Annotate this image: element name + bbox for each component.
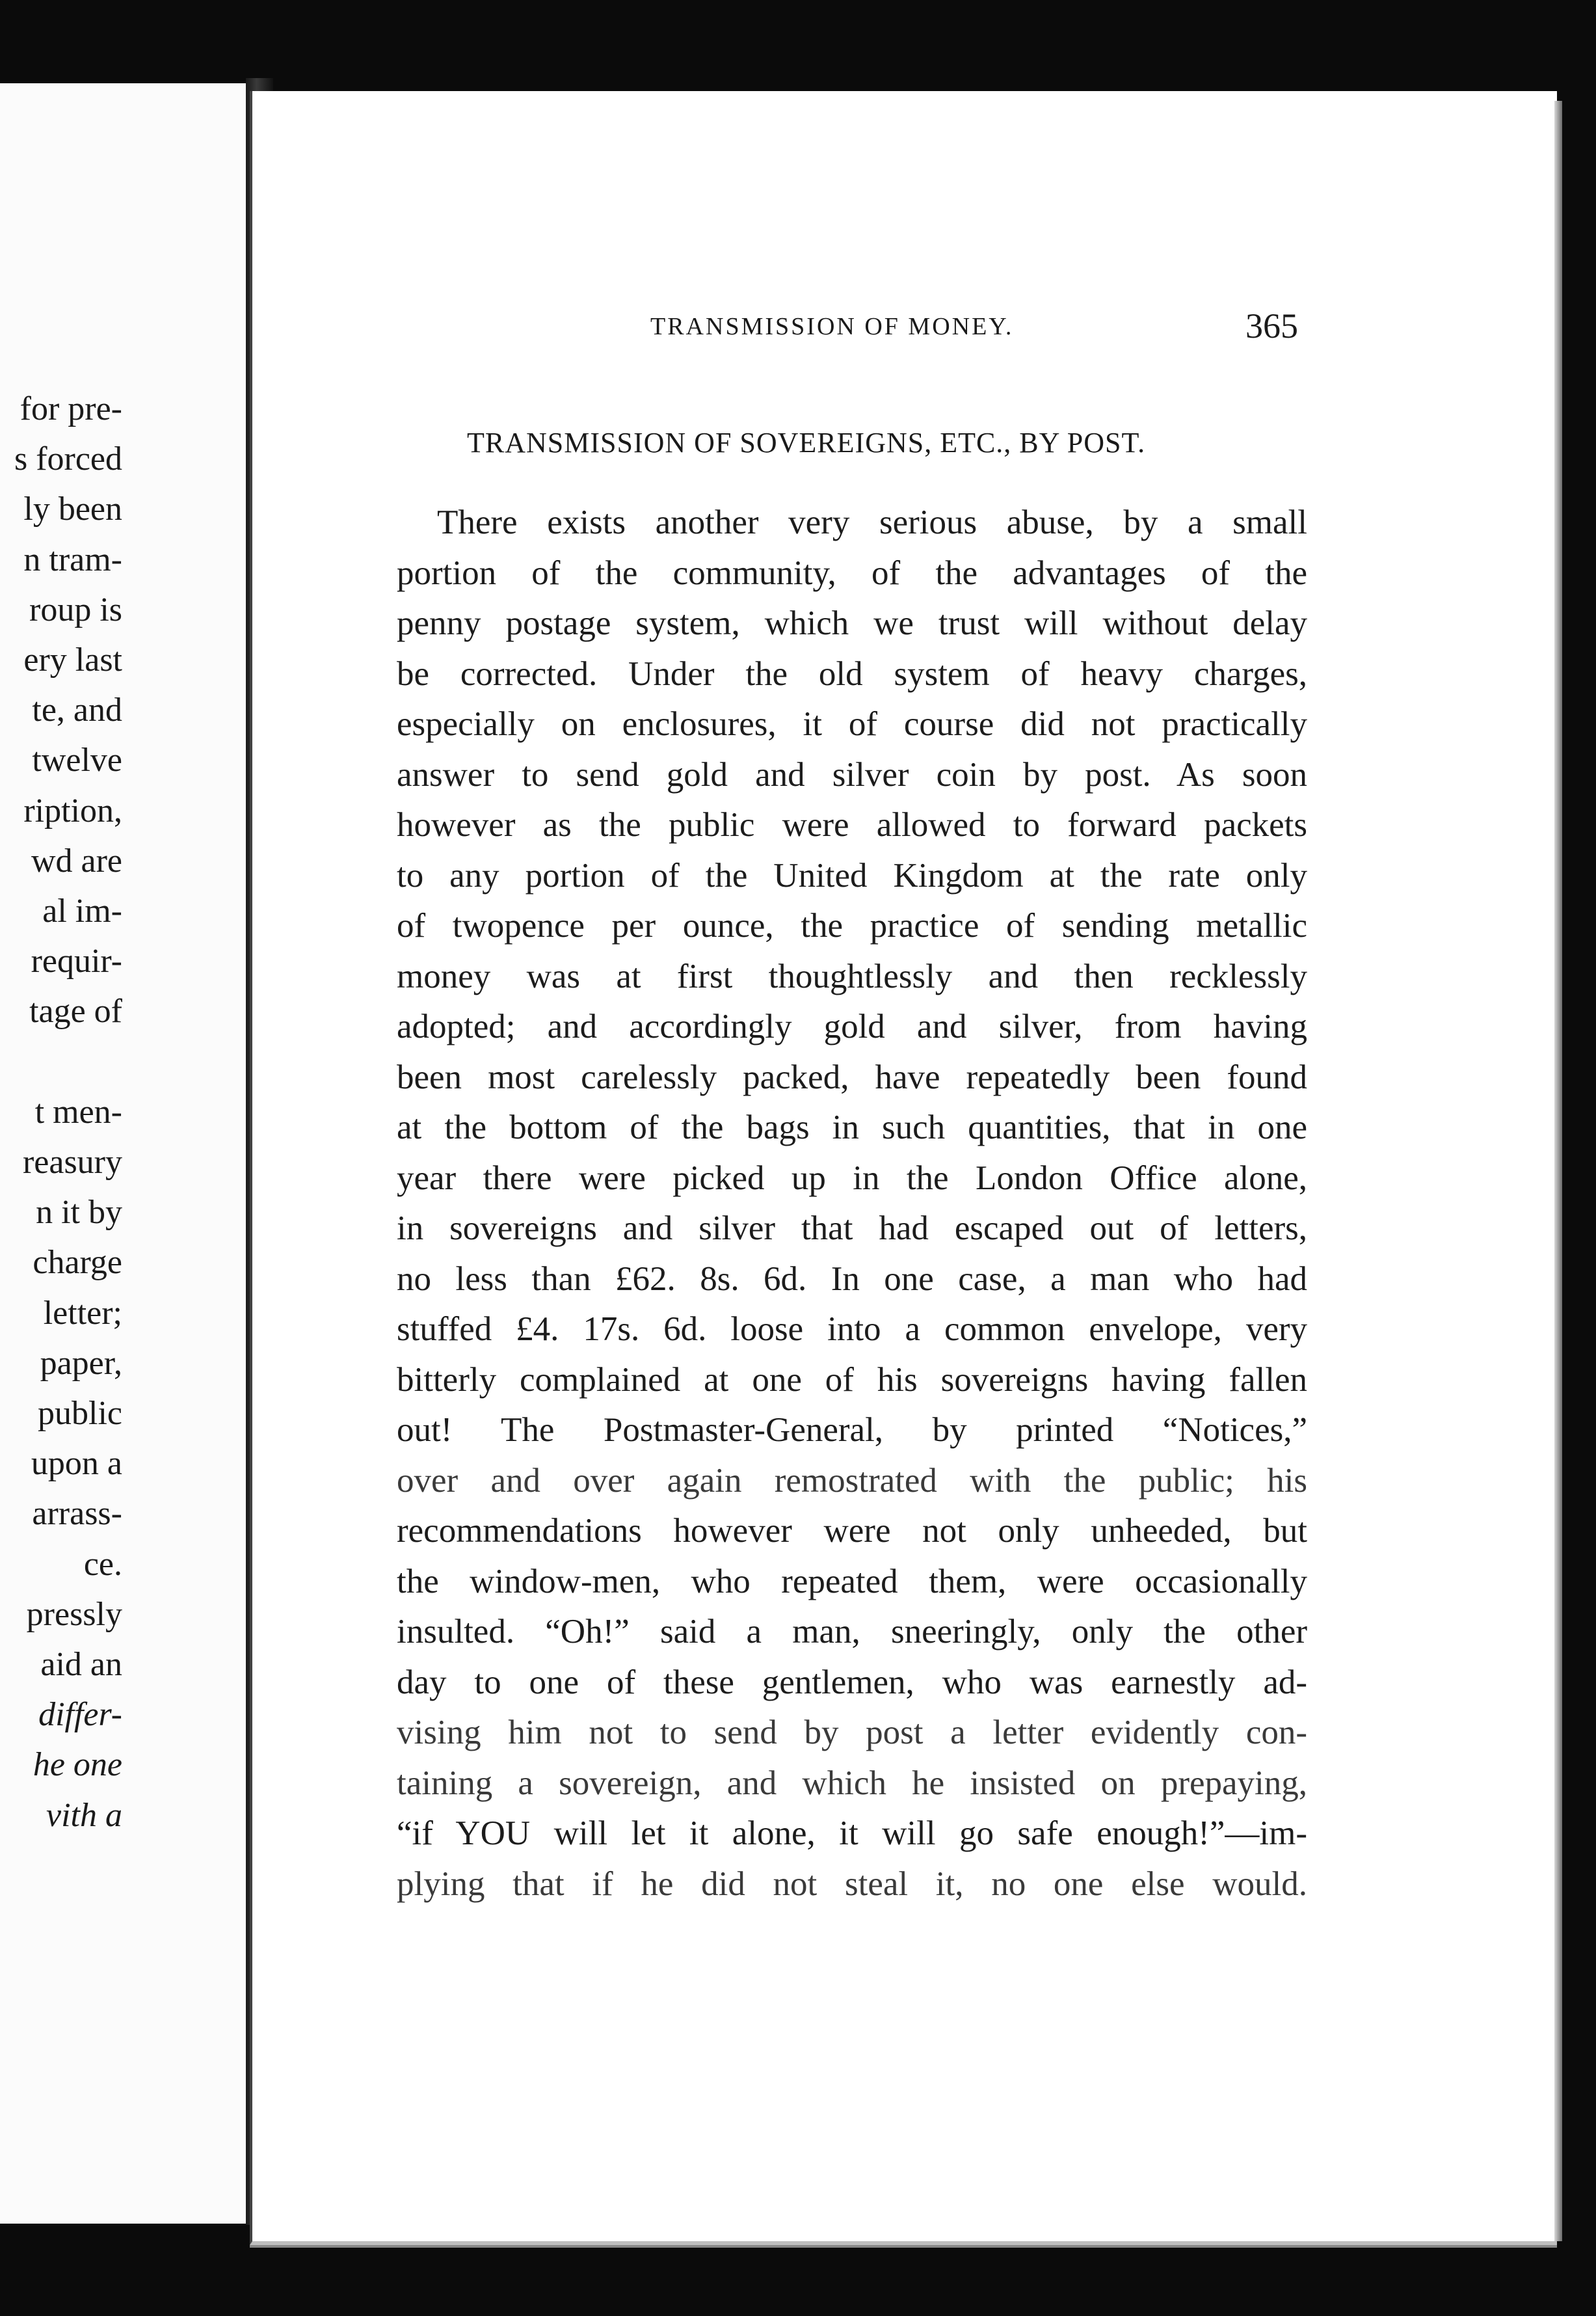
left-page-line: vith a [46,1796,122,1834]
body-line: taining a sovereign, and which he insisted on prepaying, [397,1764,1307,1802]
body-line: at the bottom of the bags in such quantities, that in one [397,1109,1307,1146]
left-page-line: differ- [38,1696,122,1734]
body-line: especially on enclosures, it of course did not practically [397,705,1307,743]
body-line: of twopence per ounce, the practice of sending metallic [397,907,1307,945]
left-page-line: ce. [83,1545,122,1583]
left-page-line: paper, [40,1344,122,1382]
left-page-line: he one [33,1746,122,1784]
body-line: however as the public were allowed to forward packets [397,806,1307,844]
left-page-line: tage of [29,993,122,1030]
left-page-line: t men- [34,1093,122,1131]
left-page-line: charge [33,1244,122,1282]
body-line: the window-men, who repeated them, were occasionally [397,1562,1307,1600]
body-line: plying that if he did not steal it, no one else would. [397,1865,1307,1903]
body-line: vising him not to send by post a letter evidently con- [397,1714,1307,1751]
left-page-line: ery last [23,641,122,679]
body-line: There exists another very serious abuse, by a small [437,504,1307,541]
body-line: answer to send gold and silver coin by post. As soon [397,755,1307,794]
body-line: penny postage system, which we trust will without delay [397,604,1307,642]
body-line: portion of the community, of the advantages of the [397,554,1307,592]
left-page-line: aid an [40,1646,122,1683]
left-page-line: upon a [31,1445,122,1483]
body-line: be corrected. Under the old system of heavy charges, [397,654,1307,693]
left-page-line: ription, [23,792,122,829]
body-line: insulted. “Oh!” said a man, sneeringly, only the other [397,1613,1307,1650]
left-page-line: al im- [42,893,122,930]
body-line: to any portion of the United Kingdom at the rate only [397,856,1307,895]
body-line: adopted; and accordingly gold and silver, from having [397,1008,1307,1045]
page-number: 365 [1245,306,1298,345]
body-line: over and over again remostrated with the public; his [397,1461,1307,1500]
left-page-line: n tram- [23,541,122,578]
body-line: bitterly complained at one of his sovereigns having fallen [397,1360,1307,1399]
body-text [397,498,1307,1909]
left-page-line: letter; [43,1294,122,1332]
section-title: TRANSMISSION OF SOVEREIGNS, ETC., BY POST. [467,427,1146,459]
left-page-line: pressly [26,1595,122,1633]
body-line: no less than £62. 8s. 6d. In one case, a man who had [397,1259,1307,1298]
left-page-line: wd are [31,842,122,880]
body-line: out! The Postmaster-General, by printed “Notices,” [397,1411,1307,1449]
body-line: stuffed £4. 17s. 6d. loose into a common envelope, very [397,1310,1307,1348]
body-line: money was at first thoughtlessly and then recklessly [397,957,1307,995]
left-page-line: twelve [32,742,122,779]
body-line: in sovereigns and silver that had escaped out of letters, [397,1209,1307,1247]
left-page-line: requir- [31,943,122,980]
left-page-line: te, and [32,692,122,729]
left-page-line: for pre- [20,390,122,427]
body-line: been most carelessly packed, have repeatedly been found [397,1058,1307,1096]
left-page-line: roup is [29,591,122,628]
left-page-line: arrass- [32,1495,122,1533]
left-page-line: ly been [23,491,122,528]
left-page [0,83,250,2224]
left-page-line: s forced [14,440,122,478]
left-page-line: n it by [36,1194,122,1232]
body-line: year there were picked up in the London Office alone, [397,1159,1307,1197]
running-head: TRANSMISSION OF MONEY. [650,313,1014,340]
page-edge [1554,101,1562,2241]
body-line: recommendations however were not only unheeded, but [397,1512,1307,1550]
left-page-line: reasury [22,1144,122,1181]
body-line: day to one of these gentlemen, who was earnestly ad- [397,1663,1307,1701]
left-page-line: public [38,1395,122,1432]
body-line: “if YOU will let it alone, it will go safe enough!”—im- [397,1814,1307,1852]
